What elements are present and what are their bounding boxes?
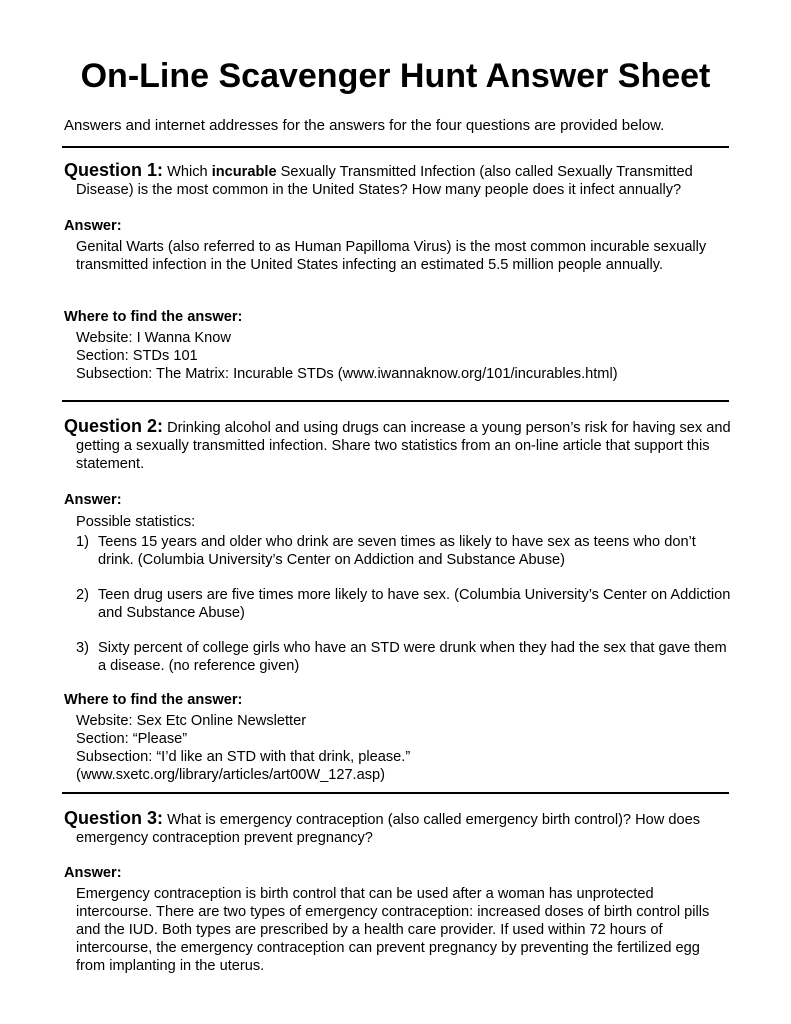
where-2-label: Where to find the answer: — [64, 692, 243, 708]
question-2-text: Drinking alcohol and using drugs can increase a young person’s risk for having sex and getting a sexually transmitted infection. Share two statistics from an on-line article that support this statement. — [76, 420, 731, 472]
question-1-label: Question 1: — [64, 160, 164, 180]
question-1-text-b: Sexually Transmitted Infection (also called Sexually Transmitted Disease) is the most common in the United States? How many people does it infect annually? — [76, 164, 693, 198]
question-3 — [64, 809, 732, 847]
page-title: On-Line Scavenger Hunt Answer Sheet — [80, 57, 711, 95]
question-1-emphasis: incurable — [211, 164, 277, 180]
list-item-text: Sixty percent of college girls who have an STD were drunk when they had the sex that gave them a disease. (no reference given) — [98, 640, 727, 674]
answer-3-text: Emergency contraception is birth control that can be used after a woman has unprotected intercourse. There are two types of emergency contraception: increased doses of birth control pills and the IUD. Both types are prescribed by a health care provider. If used within 72 hours of intercourse, the emergency contraception can prevent pregnancy by preventing the fertilized egg from implanting in the uterus. — [76, 886, 710, 974]
divider — [62, 792, 729, 794]
list-item-number: 2) — [76, 587, 89, 603]
question-2 — [64, 417, 732, 473]
where-1-section: Section: STDs 101 — [76, 348, 198, 364]
answer-2-label: Answer: — [64, 492, 122, 508]
where-1-label: Where to find the answer: — [64, 309, 243, 325]
divider — [62, 146, 729, 148]
list-item-text: Teen drug users are five times more likely to have sex. (Columbia University’s Center on Addiction and Substance Abuse) — [98, 587, 731, 621]
where-1-subsection: Subsection: The Matrix: Incurable STDs (www.iwannaknow.org/101/incurables.html) — [76, 366, 618, 382]
where-2-url: (www.sxetc.org/library/articles/art00W_127.asp) — [76, 767, 386, 783]
list-item-number: 3) — [76, 640, 89, 656]
answer-1-text: Genital Warts (also referred to as Human Papilloma Virus) is the most common incurable sexually transmitted infection in the United States infecting an estimated 5.5 million people annually. — [76, 239, 707, 273]
intro-text: Answers and internet addresses for the answers for the four questions are provided below. — [64, 117, 665, 134]
question-3-label: Question 3: — [64, 808, 164, 828]
question-2-label: Question 2: — [64, 416, 164, 436]
where-1-website: Website: I Wanna Know — [76, 330, 231, 346]
answer-3-label: Answer: — [64, 865, 122, 881]
question-3-text: What is emergency contraception (also called emergency birth control)? How does emergency contraception prevent pregnancy? — [76, 812, 700, 846]
list-item-text: Teens 15 years and older who drink are seven times as likely to have sex as teens who don’t drink. (Columbia University’s Center on Addiction and Substance Abuse) — [98, 534, 696, 568]
question-1-text-a: Which — [167, 164, 208, 180]
where-2-subsection: Subsection: “I’d like an STD with that drink, please.” — [76, 749, 411, 765]
answer-1-label: Answer: — [64, 218, 122, 234]
divider — [62, 400, 729, 402]
answer-2-intro: Possible statistics: — [76, 514, 196, 530]
where-2-website: Website: Sex Etc Online Newsletter — [76, 713, 307, 729]
question-1 — [64, 161, 732, 199]
list-item-number: 1) — [76, 534, 89, 550]
where-2-section: Section: “Please” — [76, 731, 188, 747]
